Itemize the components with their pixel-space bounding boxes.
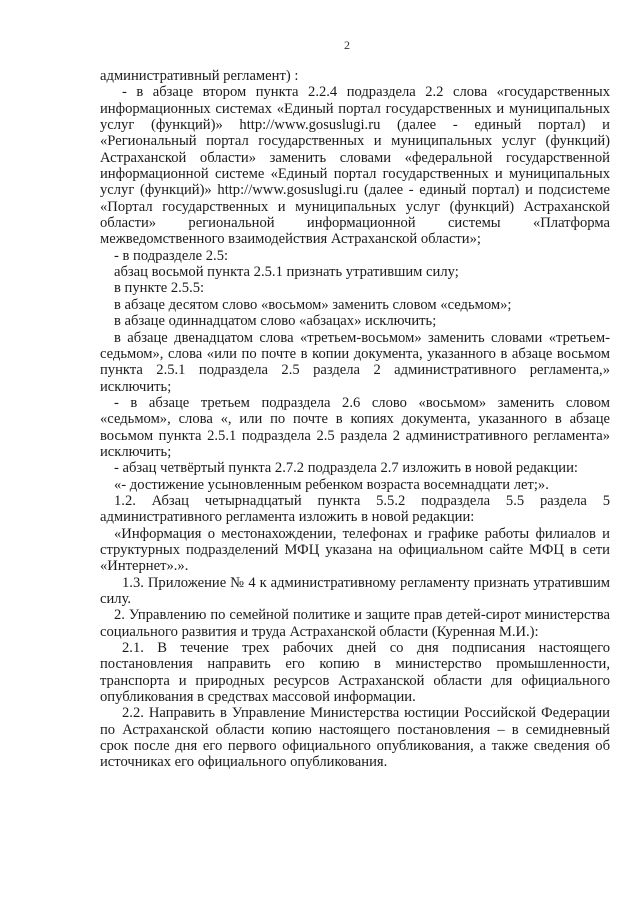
paragraph: - в абзаце третьем подраздела 2.6 слово «восьмом» заменить словом «седьмом», слова «, или по почте в копиях документа, указанного в абзаце восьмом пункта 2.5.1 подраздела 2.5 раздела 2 административного регламента» исключить; [100,394,610,460]
paragraph: 1.2. Абзац четырнадцатый пункта 5.5.2 подраздела 5.5 раздела 5 административного регламента изложить в новой редакции: [100,492,610,526]
paragraph: административный регламент) : [100,68,299,84]
paragraph: в абзаце одиннадцатом слово «абзацах» исключить; [114,313,437,330]
paragraph: в абзаце десятом слово «восьмом» заменить словом «седьмом»; [114,296,512,313]
paragraph: 2.1. В течение трех рабочих дней со дня подписания настоящего постановления направить его копию в министерство промышленности, транспорта и природных ресурсов Астраханской области для официального опубликования в средствах массовой информации. [100,640,610,706]
paragraph: «- достижение усыновленным ребенком возраста восемнадцати лет;». [114,476,549,493]
paragraph: абзац восьмой пункта 2.5.1 признать утратившим силу; [114,264,459,281]
paragraph: - в абзаце втором пункта 2.2.4 подраздела 2.2 слова «государственных информационных системах «Единый портал государственных и муниципальных услуг (функций)» http://www.gosuslugi.ru (далее - единый портал) и «Региональный портал государственных и муниципальных услуг (функций) Астраханской области» заменить словами «федеральной государственной информационной системе «Единый портал государственных и муниципальных услуг (функций)» http://www.gosuslugi.ru (далее - единый портал) и подсистеме «Портал государственных и муниципальных услуг (функций) Астраханской области» региональной информационной системы «Платформа межведомственного взаимодействия Астраханской области»; [100,84,610,248]
paragraph: 2.2. Направить в Управление Министерства юстиции Российской Федерации по Астраханской области копию настоящего постановления – в семидневный срок после дня его первого официального опубликования, а также сведения об источниках его официального опубликования. [100,705,610,771]
paragraph: - в подразделе 2.5: [114,247,229,264]
paragraph: - абзац четвёртый пункта 2.7.2 подраздела 2.7 изложить в новой редакции: [114,460,578,477]
document-body [100,68,610,771]
paragraph: 1.3. Приложение № 4 к административному регламенту признать утратившим силу. [100,574,610,607]
document-page [100,0,610,905]
paragraph: в абзаце двенадцатом слова «третьем-восьмом» заменить словами «третьем-седьмом», слова «или по почте в копии документа, указанного в абзаце восьмом пункта 2.5.1 подраздела 2.5 раздела 2 административного регламента,» исключить; [100,329,610,395]
paragraph: в пункте 2.5.5: [114,280,205,297]
paragraph: «Информация о местонахождении, телефонах и графике работы филиалов и структурных подразделений МФЦ указана на официальном сайте МФЦ в сети «Интернет».». [100,525,610,575]
paragraph: 2. Управлению по семейной политике и защите прав детей-сирот министерства социального развития и труда Астраханской области (Куренная М.И.): [100,607,610,640]
page-number: 2 [344,38,350,52]
